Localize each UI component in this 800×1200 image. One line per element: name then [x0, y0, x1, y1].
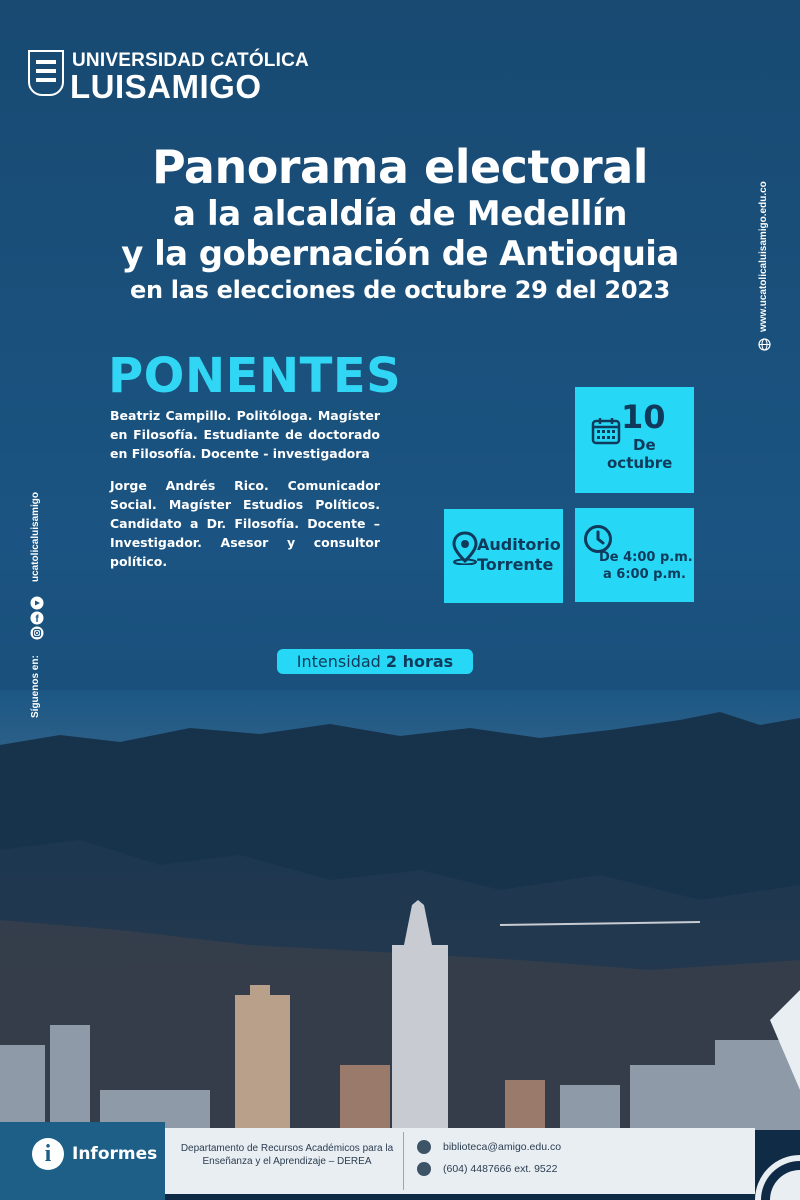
place-box [444, 509, 563, 603]
info-icon: i [32, 1138, 64, 1170]
date-de: De [633, 436, 656, 454]
speaker-1-bio: Beatriz Campillo. Politóloga. Magíster en Filosofía. Estudiante de doctorado en Filosofía. Docente - investigadora [110, 408, 380, 461]
phone-row[interactable] [417, 1162, 557, 1176]
speaker-2-bio: Jorge Andrés Rico. Comunicador Social. Magíster Estudios Políticos. Candidato a Dr. Filosofía. Docente – Investigador. Asesor y consultor político. [110, 478, 380, 569]
ponentes-heading: PONENTES [108, 348, 402, 404]
contact-panel [165, 1128, 755, 1194]
siguenos-label: Síguenos en: [30, 655, 41, 718]
email-row[interactable] [417, 1140, 561, 1154]
globe-icon [758, 338, 771, 351]
instagram-icon[interactable] [31, 627, 44, 640]
website-url[interactable]: www.ucatolicaluisamigo.edu.co [758, 181, 769, 332]
logo-line2: LUISAMIGO [70, 68, 262, 105]
footer-bar [0, 1122, 800, 1200]
email-text[interactable]: biblioteca@amigo.edu.co [443, 1141, 562, 1153]
facebook-icon[interactable] [31, 612, 44, 626]
university-logo[interactable] [28, 50, 309, 105]
time-box [575, 508, 694, 602]
calendar-icon [591, 417, 621, 445]
department-name: Departamento de Recursos Académicos para la Enseñanza y el Aprendizaje – DEREA [180, 1143, 394, 1167]
footer-divider [403, 1132, 404, 1190]
location-pin-icon [451, 531, 479, 565]
email-icon [417, 1140, 431, 1154]
side-url-block [752, 170, 776, 360]
title-line1: Panorama electoral [151, 140, 649, 194]
place-name: Auditorio Torrente [477, 535, 561, 574]
shield-logo-icon [28, 50, 64, 96]
logo-line1: UNIVERSIDAD CATÓLICA [72, 50, 309, 71]
intensidad-label: Intensidad [296, 652, 381, 671]
event-title [100, 140, 700, 306]
city-skyline-photo [0, 690, 800, 1130]
intensidad-pill [277, 649, 473, 674]
title-line2: a la alcaldía de Medellín [172, 194, 628, 234]
date-box [575, 387, 694, 493]
title-line3: y la gobernación de Antioquia [121, 234, 679, 274]
social-icons [29, 596, 45, 642]
date-day: 10 [621, 398, 666, 436]
informes-panel [0, 1122, 165, 1200]
title-line4: en las elecciones de octubre 29 del 2023 [129, 276, 671, 304]
social-block [26, 480, 50, 720]
time-to: a 6:00 p.m. [603, 567, 686, 582]
informes-label: Informes [72, 1144, 158, 1164]
social-handle[interactable]: ucatolicaluisamigo [30, 491, 41, 582]
svg-text:f: f [35, 614, 39, 625]
corner-decoration [740, 1122, 800, 1200]
date-month: octubre [607, 454, 673, 472]
phone-icon [417, 1162, 431, 1176]
phone-text[interactable]: (604) 4487666 ext. 9522 [443, 1163, 558, 1175]
youtube-icon[interactable] [31, 597, 44, 610]
time-from: De 4:00 p.m. [599, 550, 693, 565]
intensidad-value: 2 horas [385, 652, 454, 671]
